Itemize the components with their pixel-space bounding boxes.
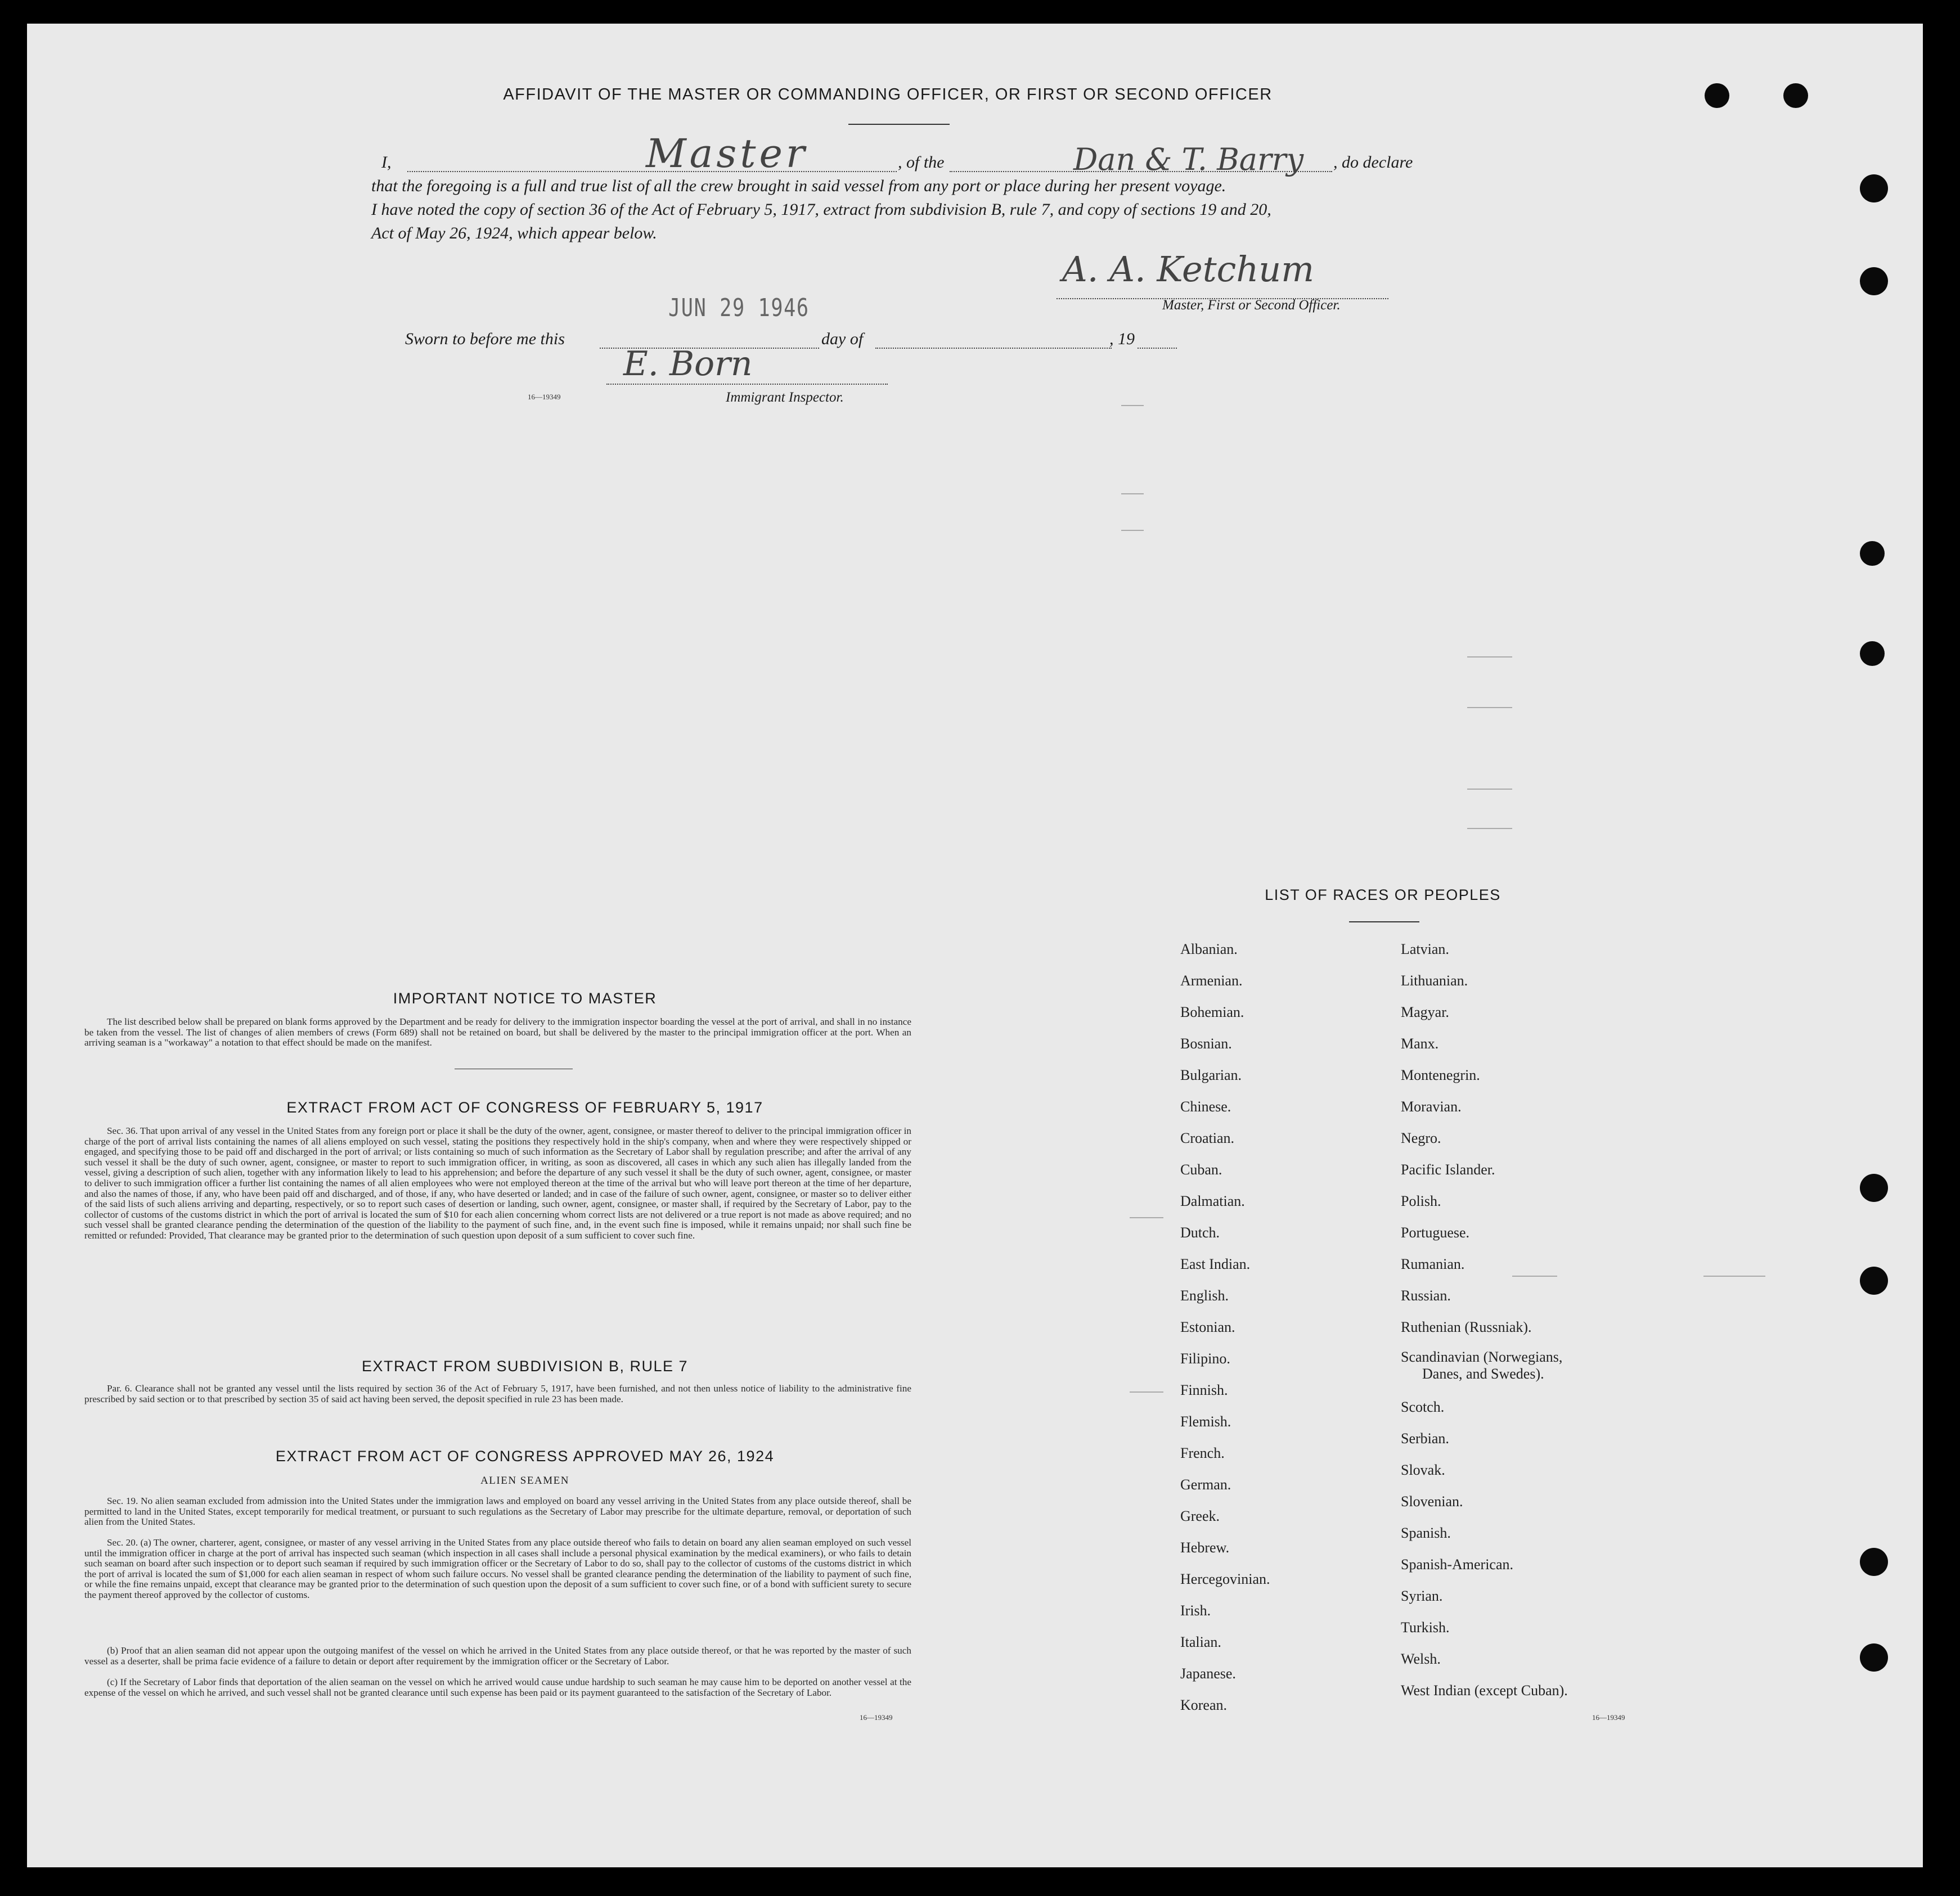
races-column-1 [1180,934,1270,1721]
race-item: Rumanian. [1401,1256,1465,1272]
faint-mark [1130,1391,1163,1393]
punch-hole [1860,1548,1888,1576]
officer-caption: Master, First or Second Officer. [1162,298,1341,313]
race-item: Magyar. [1401,1004,1449,1020]
sworn-year-blank [1138,348,1177,349]
extract-1924-title: EXTRACT FROM ACT OF CONGRESS APPROVED MAY 26, 1924 [275,1448,775,1465]
race-item: Slovenian. [1401,1493,1463,1510]
form-number: 16—19349 [860,1713,893,1722]
affidavit-line-3: I have noted the copy of section 36 of the Act of February 5, 1917, extract from subdivision B, rule 7, and copy of sections 19 and 20, [371,200,1271,219]
race-item: Portuguese. [1401,1224,1470,1241]
race-item: Dutch. [1180,1224,1220,1241]
faint-mark [1467,656,1512,657]
affidavit-line-4: Act of May 26, 1924, which appear below. [371,224,657,242]
race-item: Hebrew. [1180,1539,1230,1556]
race-item: Dalmatian. [1180,1193,1245,1209]
extract-1924-subtitle: ALIEN SEAMEN [480,1475,569,1487]
race-item: English. [1180,1287,1229,1304]
punch-hole [1860,1174,1888,1202]
extract-1924-sec20a: Sec. 20. (a) The owner, charterer, agent, consignee, or master of any vessel arriving in the United States from any place outside thereof who fails to detain on board any alien seaman employed on such vessel until the immigration officer in charge at the port of arrival has inspected such seaman (which inspection in all cases shall include a personal physical examination by the medical examiners), or who fails to detain such seaman on board after such inspection or to deport such seaman if required by such immigration officer or the Secretary of Labor to do so, shall pay to the collector of customs of the customs district in which the port of arrival is located the sum of $1,000 for each alien seaman in respect of whom such failure occurs. No vessel shall be granted clearance pending the determination of the liability to payment of such fine, or while the fine remains unpaid, except that clearance may be granted prior to the determination of such question upon the deposit of a sum sufficient to cover such fine, or of a bond with sufficient surety to secure the payment thereof approved by the collector of customs. [84,1537,911,1600]
race-item: Cuban. [1180,1161,1222,1178]
faint-mark [1121,530,1144,531]
race-item: Flemish. [1180,1413,1231,1430]
race-item: Lithuanian. [1401,972,1468,989]
inspector-line [606,384,888,385]
date-stamp: JUN 29 1946 [668,294,810,322]
race-item: Korean. [1180,1697,1228,1713]
race-item: Spanish. [1401,1525,1451,1541]
race-item: Croatian. [1180,1130,1235,1146]
extract-1917-title: EXTRACT FROM ACT OF CONGRESS OF FEBRUARY 5, 1917 [286,1099,763,1116]
do-declare-label: , do declare [1333,153,1413,172]
faint-mark [1703,1276,1765,1277]
title-rule [848,124,950,125]
faint-mark [1130,1217,1163,1218]
punch-hole [1860,267,1888,295]
punch-hole [1783,83,1808,108]
extract-rule7-text: Par. 6. Clearance shall not be granted any vessel until the lists required by section 36 of the Act of February 5, 1917, have been furnished, and not then unless notice of liability to the administrative fine prescribed by said section or to that prescribed by section 35 of said act having been served, the deposit specified in rule 23 has been made. [84,1383,911,1404]
extract-1924-sec19: Sec. 19. No alien seaman excluded from admission into the United States under the immigration laws and employed on board any vessel arriving in the United States from any place outside thereof, shall be permitted to land in the United States, except temporarily for medical treatment, or pursuant to such regulations as the Secretary of Labor may prescribe for the ultimate departure, removal, or deportation of such alien from the United States. [84,1496,911,1528]
race-item: Chinese. [1180,1098,1231,1115]
punch-hole [1860,1643,1888,1672]
punch-hole [1860,541,1885,566]
extract-1924-sec20c: (c) If the Secretary of Labor finds that deportation of the alien seaman on the vessel on which he arrived would cause undue hardship to such seaman he may cause him to be deported on another vessel at the expense of the vessel on which he arrived, and such vessel shall not be granted clearance until such expense has been paid or its payment guaranteed to the satisfaction of the Secretary of Labor. [84,1677,911,1698]
race-item: Polish. [1401,1193,1441,1209]
inspector-signature: E. Born [623,344,753,384]
race-item-line: Scandinavian (Norwegians, [1401,1349,1563,1365]
affidavit-title: AFFIDAVIT OF THE MASTER OR COMMANDING OFFICER, OR FIRST OR SECOND OFFICER [503,85,1273,103]
declare-i: I, [381,153,392,172]
notice-text: The list described below shall be prepared on blank forms approved by the Department and be ready for delivery to the immigration inspector boarding the vessel at the port of arrival, and shall in no instance be taken from the vessel. The list of changes of alien members of crews (Form 689) shall not be retained on board, but shall be delivered by the master to the principal immigration officer at the port. When an arriving seaman is a "workaway" a notation to that effect should be made on the manifest. [84,1016,911,1048]
races-column-2 [1401,934,1568,1706]
extract-1924-sec20b: (b) Proof that an alien seaman did not appear upon the outgoing manifest of the vessel on which he arrived in the United States from any place outside thereof, or that he was reported by the master of such vessel as a deserter, shall be prima facie evidence of a failure to detain or deport after requirement by the immigration officer or the Secretary of Labor. [84,1645,911,1667]
race-item: Spanish-American. [1401,1556,1514,1573]
race-item: Bulgarian. [1180,1067,1242,1083]
race-item: Hercegovinian. [1180,1571,1270,1587]
faint-mark [1121,493,1144,494]
race-item-scandinavian [1401,1343,1568,1391]
race-item: Estonian. [1180,1319,1235,1335]
punch-hole [1705,83,1729,108]
form-number: 16—19349 [1592,1713,1625,1722]
punch-hole [1860,1267,1888,1295]
faint-mark [1467,828,1512,829]
sworn-label: Sworn to before me this [405,330,565,348]
races-title-rule [1349,921,1419,922]
race-item: Irish. [1180,1602,1211,1619]
race-item: Italian. [1180,1634,1221,1650]
race-item: Finnish. [1180,1382,1228,1398]
day-of-label: day of [821,330,864,348]
punch-hole [1860,174,1888,202]
faint-mark [1121,405,1144,406]
race-item: East Indian. [1180,1256,1251,1272]
race-item: Ruthenian (Russniak). [1401,1319,1532,1335]
race-item: Montenegrin. [1401,1067,1480,1083]
year-label: , 19 [1109,330,1135,348]
filled-vessel: Dan & T. Barry [1073,142,1304,177]
race-item: Slovak. [1401,1462,1445,1478]
race-item: Russian. [1401,1287,1451,1304]
race-item: Filipino. [1180,1350,1230,1367]
affidavit-line-2: that the foregoing is a full and true list of all the crew brought in said vessel from any port or place during her present voyage. [371,177,1226,195]
race-item: Latvian. [1401,941,1449,957]
race-item: Moravian. [1401,1098,1462,1115]
race-item: Bohemian. [1180,1004,1244,1020]
form-number: 16—19349 [528,393,561,401]
race-item: Welsh. [1401,1651,1441,1667]
race-item: Turkish. [1401,1619,1450,1636]
race-item: French. [1180,1445,1225,1461]
faint-mark [1467,707,1512,708]
filled-rank: Master [646,130,808,177]
race-item: Manx. [1401,1035,1439,1052]
officer-signature: A. A. Ketchum [1062,249,1315,290]
race-item: West Indian (except Cuban). [1401,1682,1568,1699]
punch-hole [1860,641,1885,666]
race-item: Albanian. [1180,941,1238,957]
race-item: Japanese. [1180,1665,1236,1682]
of-the-label: , of the [898,153,945,172]
extract-1917-text: Sec. 36. That upon arrival of any vessel in the United States from any foreign port or place it shall be the duty of the owner, agent, consignee, or master thereof to deliver to the principal immigration officer in charge of the port of arrival lists containing the names of all aliens employed on such vessel, stating the positions they respectively hold in the ship's company, when and where they were respectively shipped or engaged, and specifying those to be paid off and discharged in the port of arrival; or lists containing so much of such information as the Secretary of Labor shall by regulation prescribe; and after the arrival of any such vessel it shall be the duty of such owner, agent, consignee, or master to report to such immigration officer, in writing, as soon as discovered, all cases in which any such alien has illegally landed from the vessel, giving a description of such alien, together with any information likely to lead to his apprehension; and before the departure of any such vessel it shall be the duty of such owner, agent, consignee, or master to deliver to such immigration officer a further list containing the names of all alien employees who were not employed thereon at the time of the arrival but who will leave port thereon at the time of her departure, and also the names of those, if any, who have been paid off and discharged, and of those, if any, who have deserted or landed; and in case of the failure of such owner, agent, consignee, or master so to deliver either of the said lists of such aliens arriving and departing, respectively, or so to report such cases of desertion or landing, such owner, agent, consignee, or master shall, if required by the Secretary of Labor, pay to the collector of customs of the customs district in which the port of arrival is located the sum of $10 for each alien concerning whom correct lists are not delivered or a true report is not made as above required; and no such vessel shall be granted clearance pending the determination of the question of the liability to the payment of such fine, and, in the event such fine is imposed, while it remains unpaid; nor shall such fine be remitted or refunded: Provided, That clearance may be granted prior to the determination of such question upon deposit of a sum sufficient to cover such fine. [84,1125,911,1241]
extract-rule7-title: EXTRACT FROM SUBDIVISION B, RULE 7 [361,1358,689,1375]
faint-mark [1467,789,1512,790]
race-item: Serbian. [1401,1430,1449,1447]
race-item: Greek. [1180,1508,1220,1524]
notice-title: IMPORTANT NOTICE TO MASTER [393,990,657,1007]
race-item: Bosnian. [1180,1035,1232,1052]
race-item: Scotch. [1401,1399,1445,1415]
race-item: Negro. [1401,1130,1441,1146]
race-item-line: Danes, and Swedes). [1422,1366,1544,1382]
sworn-month-blank [875,348,1112,349]
race-item: Syrian. [1401,1588,1443,1604]
document-page [27,24,1923,1867]
race-item: Armenian. [1180,972,1243,989]
race-item: German. [1180,1476,1231,1493]
inspector-caption: Immigrant Inspector. [726,390,844,405]
races-title: LIST OF RACES OR PEOPLES [1265,886,1501,903]
race-item: Pacific Islander. [1401,1161,1495,1178]
